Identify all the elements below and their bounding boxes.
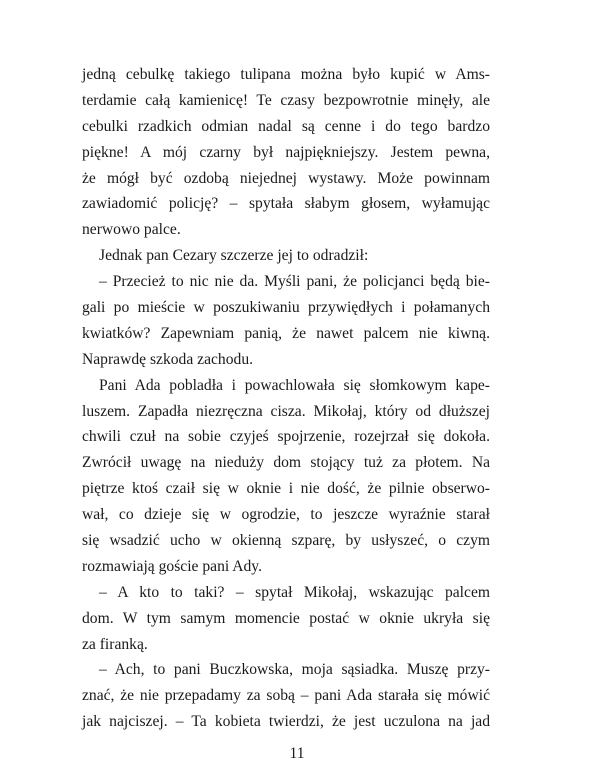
text-line: Jednak pan Cezary szczerze jej to odradził:	[99, 247, 369, 265]
text-line: piętrze ktoś czaił się w oknie i nie dość, że pilnie obserwo-	[82, 480, 490, 498]
text-line: chwili czuł na sobie czyjeś spojrzenie, rozejrzał się dokoła.	[82, 428, 490, 446]
text-line: piękne! A mój czarny był najpiękniejszy. Jestem pewna,	[82, 143, 490, 161]
book-page-text	[82, 62, 490, 735]
text-line: zawiadomić policję? – spytała słabym głosem, wyłamując	[82, 195, 490, 213]
text-line: znać, że nie przepadamy za sobą – pani Ada starała się mówić	[82, 687, 490, 705]
text-line: wał, co dzieje się w ogrodzie, to jeszcze wyraźnie starał	[82, 506, 490, 524]
text-line: się wsadzić ucho w okienną szparę, by usłyszeć, o czym	[82, 532, 490, 550]
page-number: 11	[289, 745, 305, 762]
text-line: terdamie całą kamienicę! Te czasy bezpowrotnie minęły, ale	[82, 91, 490, 109]
text-line: kwiatków? Zapewniam panią, że nawet palcem nie kiwną.	[82, 324, 490, 342]
text-line: za firanką.	[82, 635, 148, 653]
text-line: Naprawdę szkoda zachodu.	[82, 350, 254, 368]
text-line: Pani Ada pobladła i powachlowała się słomkowym kape-	[99, 376, 490, 394]
text-line: rozmawiają goście pani Ady.	[82, 557, 262, 575]
text-line: nerwowo palce.	[82, 221, 181, 239]
text-line: że mógł być ozdobą niejednej wystawy. Może powinnam	[82, 169, 490, 187]
text-line: Zwrócił uwagę na nieduży dom stojący tuż za płotem. Na	[82, 454, 490, 472]
text-line: – Przecież to nic nie da. Myśli pani, że policjanci będą bie-	[99, 273, 490, 291]
text-line: – Ach, to pani Buczkowska, moja sąsiadka. Muszę przy-	[99, 661, 490, 679]
text-line: dom. W tym samym momencie postać w oknie ukryła się	[82, 609, 490, 627]
text-line: cebulki rzadkich odmian nadal są cenne i do tego bardzo	[82, 117, 490, 135]
text-line: – A kto to taki? – spytał Mikołaj, wskazując palcem	[99, 583, 490, 601]
text-line: jak najciszej. – Ta kobieta twierdzi, że jest uczulona na jad	[82, 713, 490, 731]
text-line: jedną cebulkę takiego tulipana można było kupić w Ams-	[82, 66, 490, 83]
text-line: luszem. Zapadła niezręczna cisza. Mikołaj, który od dłuższej	[82, 402, 490, 420]
text-line: gali po mieście w poszukiwaniu przywiędłych i połamanych	[82, 299, 490, 317]
